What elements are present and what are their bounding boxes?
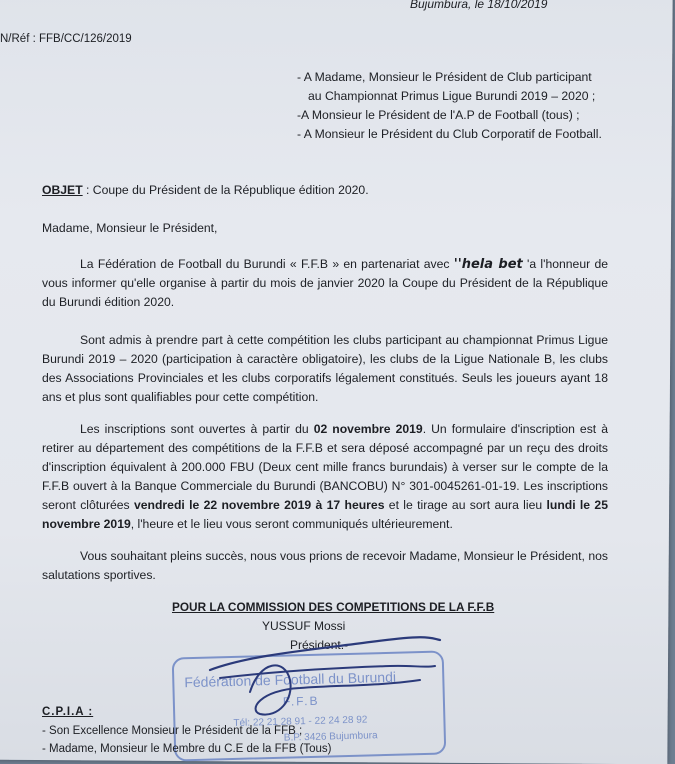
letter-reference: N/Réf : FFB/CC/126/2019 (0, 33, 132, 45)
closing-text: Vous souhaitant pleins succès, nous vous prions de recevoir Madame, Monsieur le Président, nos salutations sportives. (42, 549, 608, 582)
registration-text-2: . Un formulaire d'inscription est à retirer au département des compétitions de la F.F.B et sera déposé accompagné par un reçu des droits d'inscription équivalent à 200.000 FBU (Deux cent mille francs burundais) à verser sur le compte de la F.F.B ouvert à la Banque Commerciale du Burundi (BANCOBU) N° 301-0045261-01-19. Les inscriptions seront clôturées (42, 422, 608, 512)
recipient-line-2: au Championnat Primus Ligue Burundi 2019 – 2020 ; (308, 89, 596, 103)
paragraph-intro-end: 'a l'honneur de vous informer qu'elle organise à partir du mois de janvier 2020 la Coupe du Président de la République du Burundi édition 2020. (42, 257, 608, 309)
stamp-line-4: B.P. 3426 Bujumbura (283, 730, 378, 744)
copies-label: C.P.I.A : (42, 706, 94, 718)
copy-recipient-2: - Madame, Monsieur le Membre du C.E de la FFB (Tous) (42, 743, 332, 755)
registration-text-4: , l'heure et le lieu vous seront communiqués ultérieurement. (130, 517, 453, 531)
registration-close-date: vendredi le 22 novembre 2019 à 17 heures (133, 498, 385, 512)
paragraph-registration (42, 420, 608, 534)
recipient-line-4: - A Monsieur le Président du Club Corporatif de Football. (297, 127, 602, 141)
copy-recipient-1: - Son Excellence Monsieur le Président de la FFB ; (42, 725, 303, 737)
signature-title: POUR LA COMMISSION DES COMPETITIONS DE LA F.F.B (172, 600, 495, 614)
subject-text: : Coupe du Président de la République édition 2020. (82, 183, 369, 197)
closing-paragraph (42, 547, 608, 585)
subject-line (42, 181, 369, 200)
paragraph-intro-start: La Fédération de Football du Burundi « F.F.B » en partenariat avec (80, 257, 454, 271)
paragraph-eligibility-text: Sont admis à prendre part à cette compétition les clubs participant au championnat Primus Ligue Burundi 2019 – 2020 (participation à caractère obligatoire), les clubs de la Ligue Nationale B, les clubs des Associations Provinciales et les clubs corporatifs légalement constitués. Seuls les joueurs ayant 18 ans et plus sont qualifiables pour cette compétition. (42, 333, 608, 404)
letter-date: Bujumbura, le 18/10/2019 (410, 0, 548, 11)
signatory-name: YUSSUF Mossi (262, 619, 346, 633)
stamp-line-3: Tél: 22 21 28 91 - 22 24 28 92 (233, 714, 368, 729)
signatory-role: Président.- (290, 638, 349, 652)
recipient-line-1: - A Madame, Monsieur le Président de Club participant (297, 70, 592, 84)
registration-text-3: et le tirage au sort aura lieu (384, 498, 547, 512)
paragraph-intro (42, 255, 608, 312)
registration-text-1: Les inscriptions sont ouvertes à partir du (80, 422, 314, 436)
stamp-line-1: Fédération de Football du Burundi (184, 668, 397, 691)
registration-open-date: 02 novembre 2019 (313, 422, 423, 436)
paragraph-eligibility (42, 331, 608, 407)
salutation: Madame, Monsieur le Président, (42, 221, 218, 235)
subject-label: OBJET (42, 183, 83, 197)
stamp-line-2: F.F.B (282, 693, 320, 709)
sponsor-brand: ''hela bet (453, 257, 523, 272)
recipient-line-3: -A Monsieur le Président de l'A.P de Football (tous) ; (297, 108, 580, 122)
draw-date: lundi le 25 novembre 2019 (42, 498, 608, 531)
